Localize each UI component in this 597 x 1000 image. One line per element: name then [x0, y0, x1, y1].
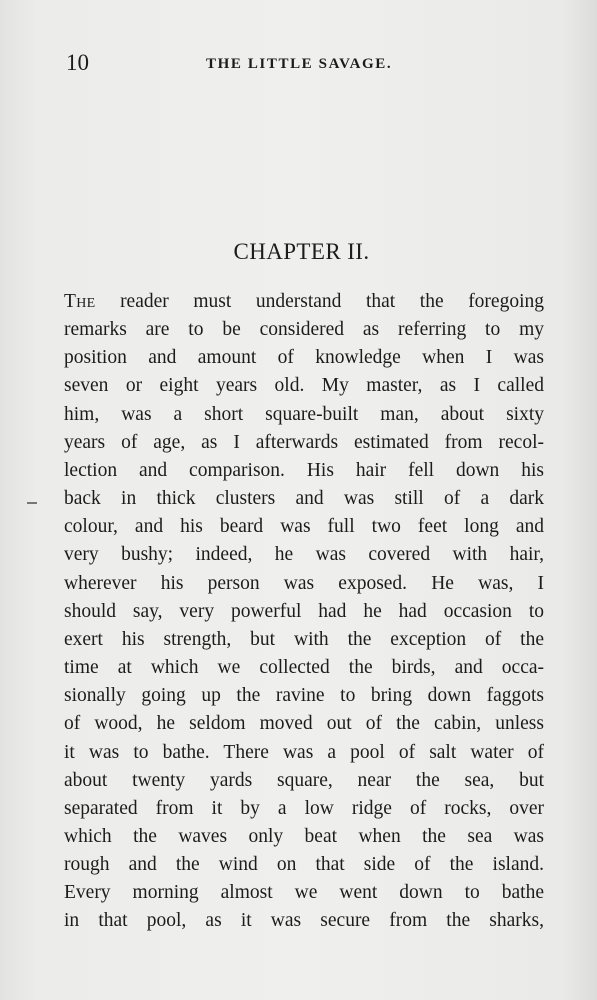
text-line: The reader must understand that the foregoing	[64, 291, 544, 312]
text-line: separated from it by a low ridge of rocks, over	[64, 797, 544, 819]
text-line: years of age, as I afterwards estimated from recol-	[64, 431, 544, 453]
text-line: exert his strength, but with the exception of the	[64, 628, 544, 650]
text-line: it was to bathe. There was a pool of salt water of	[64, 741, 544, 763]
chapter-body	[64, 288, 544, 936]
running-title: THE LITTLE SAVAGE.	[206, 56, 393, 72]
text-line: very bushy; indeed, he was covered with hair,	[64, 544, 544, 566]
opening-word: The	[64, 291, 96, 312]
text-line: of wood, he seldom moved out of the cabin, unless	[64, 713, 544, 735]
page-number: 10	[66, 50, 89, 75]
text-line: time at which we collected the birds, and occa-	[64, 657, 544, 679]
text-line: should say, very powerful had he had occasion to	[64, 600, 544, 622]
text-line: back in thick clusters and was still of a dark	[64, 488, 544, 510]
text-line: about twenty yards square, near the sea, but	[64, 769, 544, 791]
text-line: wherever his person was exposed. He was, I	[64, 572, 544, 594]
text-line: him, was a short square-built man, about sixty	[64, 403, 544, 425]
text-line: remarks are to be considered as referring to my	[64, 319, 544, 341]
text-line: lection and comparison. His hair fell down his	[64, 459, 544, 481]
text-line: colour, and his beard was full two feet long and	[64, 516, 544, 538]
text-line: which the waves only beat when the sea was	[64, 825, 544, 847]
text-line: in that pool, as it was secure from the sharks,	[64, 910, 544, 932]
chapter-title: CHAPTER II.	[233, 239, 370, 264]
text-line: position and amount of knowledge when I was	[64, 347, 544, 369]
margin-mark	[27, 502, 37, 504]
text-line: sionally going up the ravine to bring down faggots	[64, 685, 544, 707]
text-line: Every morning almost we went down to bathe	[64, 882, 544, 904]
text-line: rough and the wind on that side of the island.	[64, 854, 544, 876]
text-line: seven or eight years old. My master, as I called	[64, 375, 544, 397]
